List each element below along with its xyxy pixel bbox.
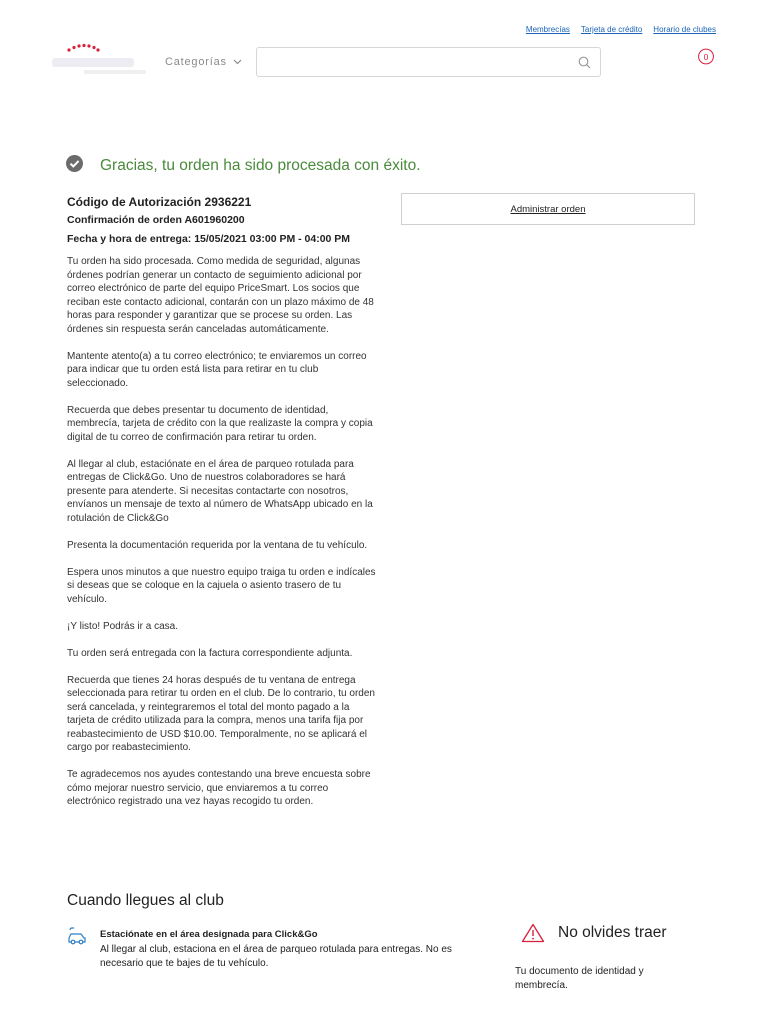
reminder-text: Tu documento de identidad y membrecía. — [515, 966, 644, 991]
paragraph: ¡Y listo! Podrás ir a casa. — [67, 620, 178, 632]
categories-label: Categorías — [165, 56, 227, 68]
link-horario-clubes[interactable]: Horario de clubes — [653, 25, 716, 34]
reminder-title: No olvides traer — [558, 924, 667, 941]
search-input[interactable] — [265, 48, 569, 76]
pricesmart-logo[interactable] — [48, 40, 152, 80]
park-instruction-title: Estaciónate en el área designada para Click&Go — [100, 929, 318, 940]
success-message: Gracias, tu orden ha sido procesada con éxito. — [100, 157, 421, 174]
top-links — [526, 25, 716, 34]
park-instruction-text: Al llegar al club, estaciona en el área de parqueo rotulada para entregas. No es necesario que te bajes de tu vehículo. — [100, 944, 452, 969]
arrival-section-title: Cuando llegues al club — [67, 892, 224, 909]
categories-dropdown[interactable] — [165, 56, 242, 68]
warning-icon — [521, 923, 545, 948]
order-confirmation: Confirmación de orden A601960200 — [67, 214, 245, 226]
paragraph: Tu orden será entregada con la factura correspondiente adjunta. — [67, 647, 353, 659]
link-membrecias[interactable]: Membrecías — [525, 25, 570, 34]
search-icon[interactable] — [578, 56, 591, 74]
manage-order-button[interactable]: Administrar orden — [401, 193, 695, 225]
cart-icon — [697, 48, 715, 65]
authorization-code: Código de Autorización 2936221 — [67, 195, 252, 209]
cart-count: 0 — [703, 51, 709, 62]
paragraph: Recuerda que tienes 24 horas después de tu ventana de entrega seleccionada para retirar tu orden en el club. De lo contrario, tu orden será cancelada, y reintegraremos el total del monto pagado a la tarjeta de crédito utilizada para la compra, menos una tarifa fija por reabastecimiento de USD $10.00. Temporalmente, no se aplicará el cargo por reabastecimiento. — [67, 674, 375, 753]
paragraph: Tu orden ha sido procesada. Como medida de seguridad, algunas órdenes podrían generar un contacto de seguimiento adicional por correo electrónico de parte del equipo PriceSmart. Los socios que reciban este contacto adicional, contarán con un plazo máximo de 48 horas para responder y garantizar que se procese su orden. Las órdenes sin respuesta serán canceladas automáticamente. — [67, 256, 374, 335]
paragraph: Mantente atento(a) a tu correo electrónico; te enviaremos un correo para indicar que tu orden está lista para retirar en tu club seleccionado. — [67, 350, 367, 389]
paragraph: Recuerda que debes presentar tu documento de identidad, membrecía, tarjeta de crédito con la que realizaste la compra y copia digital de tu correo de confirmación para retirar tu orden. — [67, 404, 373, 443]
paragraph: Al llegar al club, estaciónate en el área de parqueo rotulada para entregas de Click&Go. Uno de nuestros colaboradores se hará presente para atenderte. Si necesitas contactarte con nosotros, envíanos un mensaje de texto al número de WhatsApp ubicado en la rotulación de Click&Go — [67, 458, 373, 524]
paragraph: Espera unos minutos a que nuestro equipo traiga tu orden e indícales si deseas que se coloque en la cajuela o asiento trasero de tu vehículo. — [67, 566, 376, 605]
search-box — [256, 47, 601, 77]
paragraph: Presenta la documentación requerida por la ventana de tu vehículo. — [67, 539, 368, 551]
delivery-datetime: Fecha y hora de entrega: 15/05/2021 03:00 PM - 04:00 PM — [67, 233, 351, 245]
check-circle-icon — [66, 155, 83, 177]
order-instructions — [67, 255, 379, 822]
car-icon — [67, 927, 87, 950]
link-tarjeta-credito[interactable]: Tarjeta de crédito — [580, 25, 643, 34]
paragraph: Te agradecemos nos ayudes contestando una breve encuesta sobre cómo mejorar nuestro servicio, que enviaremos a tu correo electrónico registrado una vez hayas recogido tu orden. — [67, 769, 371, 807]
success-banner — [66, 155, 421, 177]
cart-button[interactable] — [697, 48, 715, 70]
chevron-down-icon — [233, 56, 242, 68]
